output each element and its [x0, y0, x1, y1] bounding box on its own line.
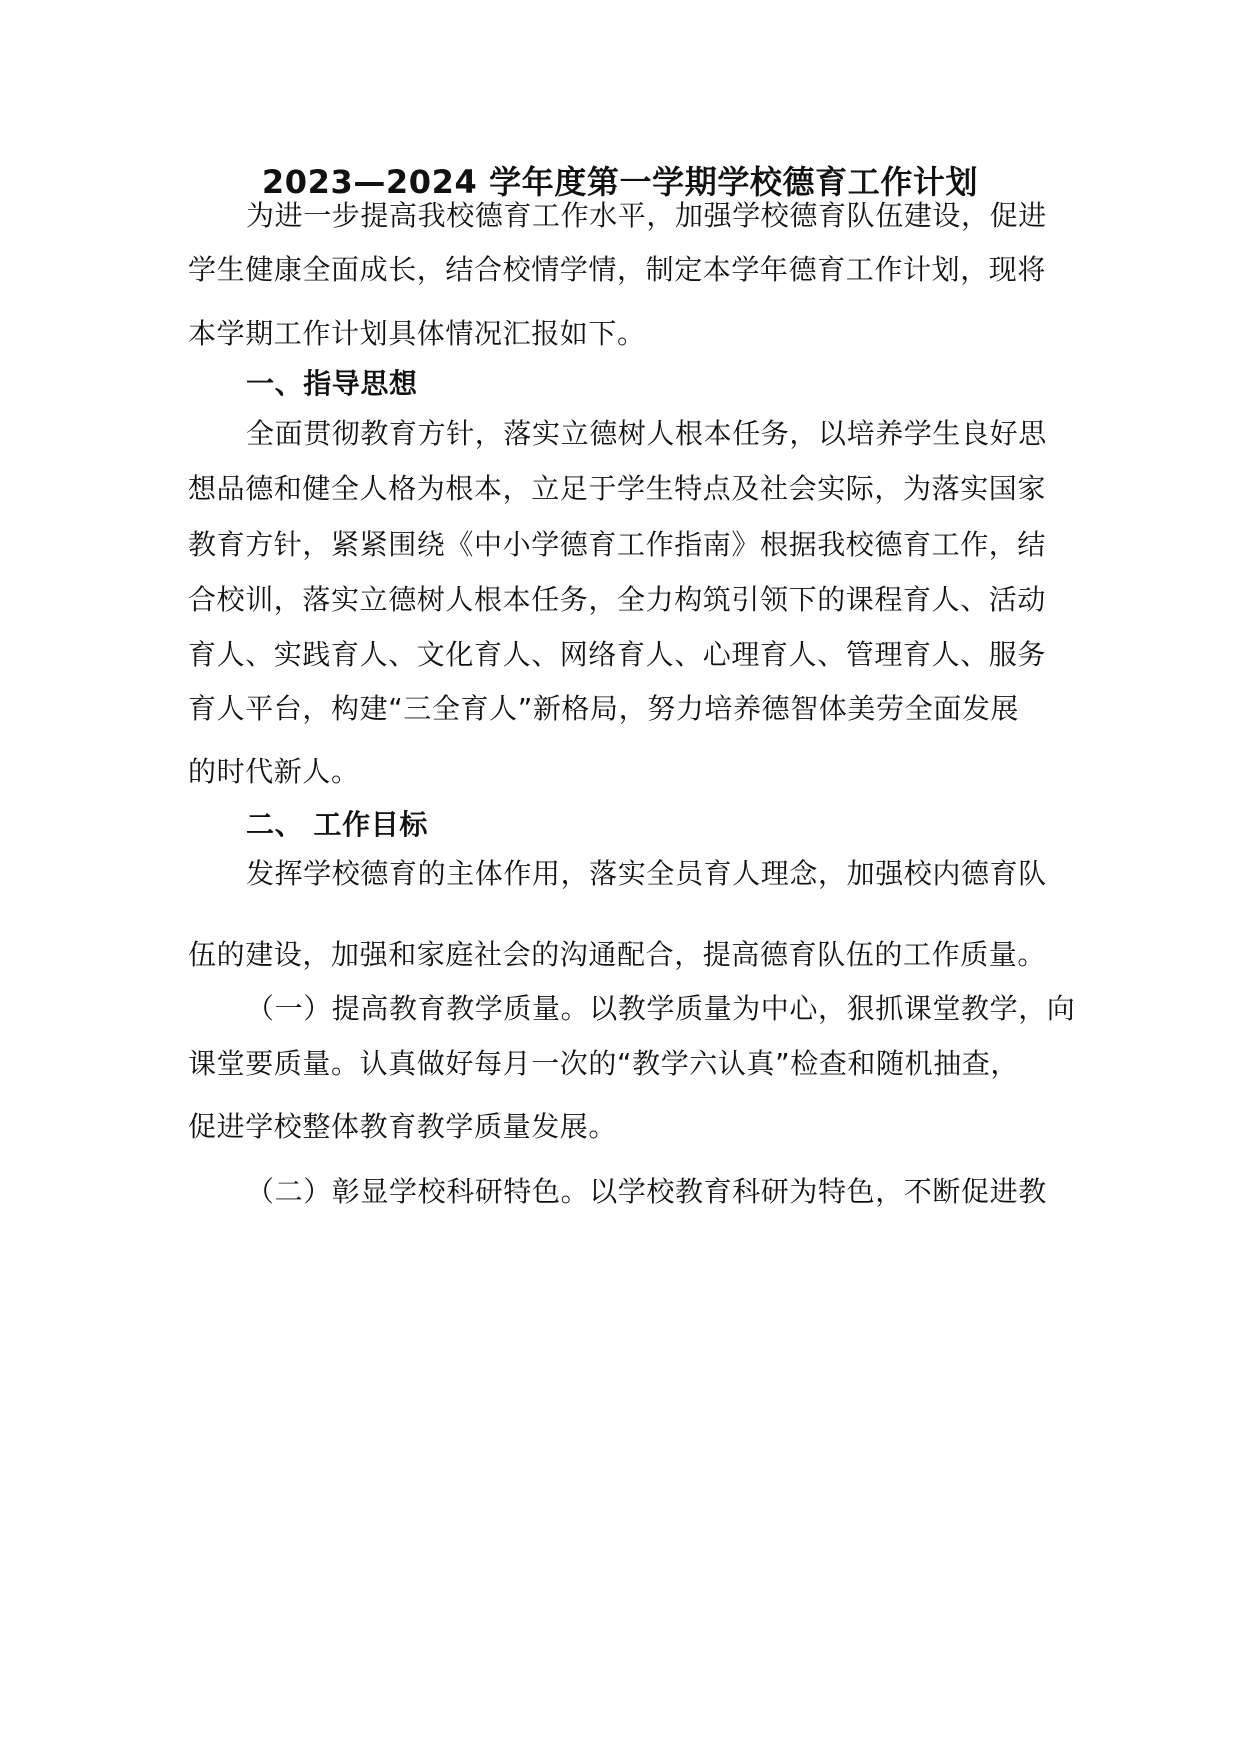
paragraph-line: 本学期工作计划具体情况汇报如下。	[188, 317, 646, 350]
paragraph-line: 全面贯彻教育方针，落实立德树人根本任务，以培养学生良好思	[246, 417, 1047, 450]
paragraph-line: 教育方针，紧紧围绕《中小学德育工作指南》根据我校德育工作，结	[188, 528, 1047, 561]
paragraph-line: 课堂要质量。认真做好每月一次的“教学六认真”检查和随机抽查，	[188, 1047, 1020, 1080]
paragraph-line: 为进一步提高我校德育工作水平，加强学校德育队伍建设，促进	[246, 199, 1047, 232]
paragraph-line: （一）提高教育教学质量。以教学质量为中心，狠抓课堂教学，向	[246, 992, 1076, 1025]
paragraph-line: 发挥学校德育的主体作用，落实全员育人理念，加强校内德育队	[246, 857, 1047, 890]
paragraph-line: 伍的建设，加强和家庭社会的沟通配合，提高德育队伍的工作质量。	[188, 938, 1047, 971]
paragraph-line: 的时代新人。	[188, 755, 360, 788]
section-heading: 二、 工作目标	[246, 808, 428, 841]
paragraph-line: 促进学校整体教育教学质量发展。	[188, 1110, 618, 1143]
paragraph-line: 合校训，落实立德树人根本任务，全力构筑引领下的课程育人、活动	[188, 583, 1047, 616]
paragraph-line: 育人、实践育人、文化育人、网络育人、心理育人、管理育人、服务	[188, 638, 1047, 671]
paragraph-line: 育人平台，构建“三全育人”新格局，努力培养德智体美劳全面发展	[188, 692, 1020, 725]
section-heading: 一、指导思想	[246, 367, 418, 400]
paragraph-line: 想品德和健全人格为根本，立足于学生特点及社会实际，为落实国家	[188, 472, 1047, 505]
paragraph-line: 学生健康全面成长，结合校情学情，制定本学年德育工作计划，现将	[188, 253, 1047, 286]
document-title: 2023—2024 学年度第一学期学校德育工作计划	[261, 163, 979, 201]
paragraph-line: （二）彰显学校科研特色。以学校教育科研为特色，不断促进教	[246, 1175, 1047, 1208]
